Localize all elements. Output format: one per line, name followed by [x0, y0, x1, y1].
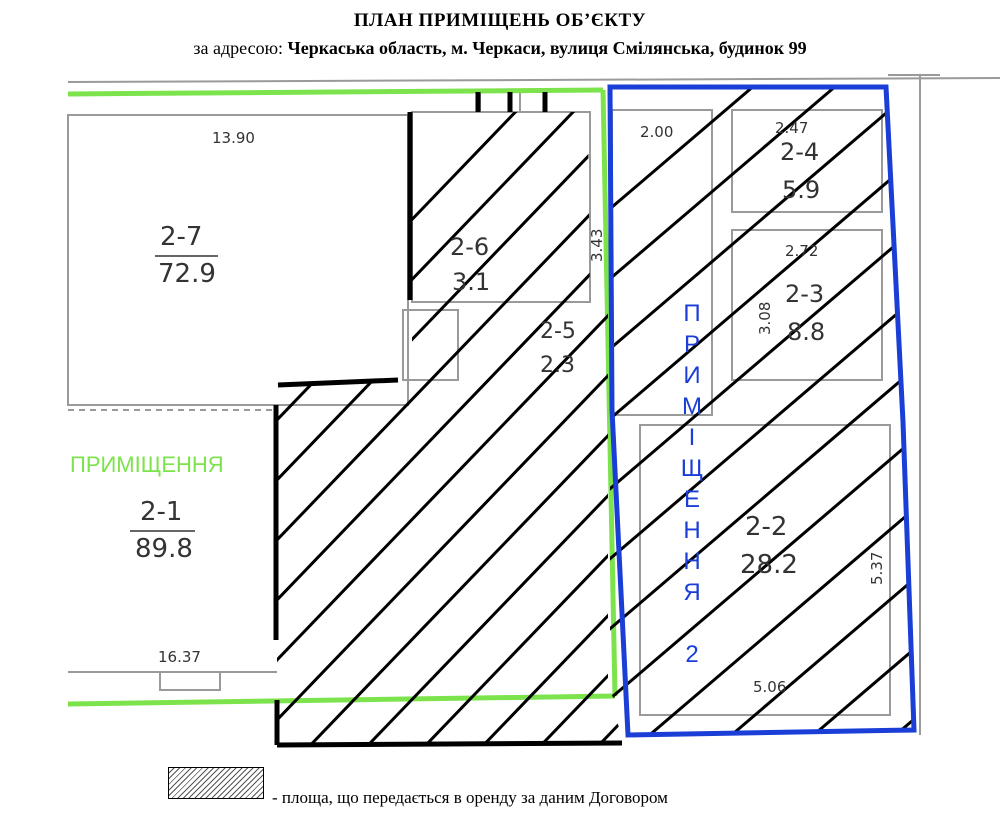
- room-area: 89.8: [135, 534, 193, 564]
- dimension: 5.06: [753, 678, 787, 696]
- legend-text: - площа, що передається в оренду за даним Договором: [272, 788, 668, 807]
- room-area: 2.3: [540, 353, 575, 378]
- dimension: 2.00: [640, 123, 674, 141]
- address-prefix: за адресою:: [193, 38, 288, 58]
- green-premises-outline: [68, 90, 615, 704]
- dimension: 13.90: [212, 129, 255, 147]
- room-id: 2-5: [540, 319, 576, 344]
- room-labels: [130, 138, 825, 580]
- room-area: 3.1: [452, 268, 491, 296]
- room-id: 2-3: [785, 280, 825, 308]
- dimension: 3.08: [756, 301, 774, 335]
- dimension: 16.37: [158, 648, 201, 666]
- dimension: 2.47: [775, 119, 809, 137]
- room-area: 8.8: [787, 318, 826, 346]
- room-id: 2-4: [780, 138, 820, 166]
- room-area: 28.2: [740, 550, 798, 580]
- dimension: 3.43: [588, 228, 606, 262]
- background-walls: [68, 75, 1000, 735]
- room-area: 72.9: [158, 259, 216, 289]
- room-id: 2-7: [160, 222, 203, 252]
- blue-premises-label: ПРИМІЩЕННЯ 2: [678, 300, 706, 672]
- room-id: 2-6: [450, 233, 490, 261]
- address-value: Черкаська область, м. Черкаси, вулиця Смілянська, будинок 99: [287, 38, 807, 58]
- dimension: 2.72: [785, 242, 819, 260]
- dimension: 5.37: [868, 551, 886, 585]
- room-id: 2-1: [140, 497, 183, 527]
- legend-hatch-swatch: [168, 767, 264, 799]
- room-area: 5.9: [782, 176, 821, 204]
- green-premises-label: ПРИМІЩЕННЯ: [70, 452, 224, 477]
- plan-title: ПЛАН ПРИМІЩЕНЬ ОБ’ЄКТУ: [353, 10, 647, 31]
- room-id: 2-2: [745, 512, 788, 542]
- rented-area-walls: [276, 92, 622, 745]
